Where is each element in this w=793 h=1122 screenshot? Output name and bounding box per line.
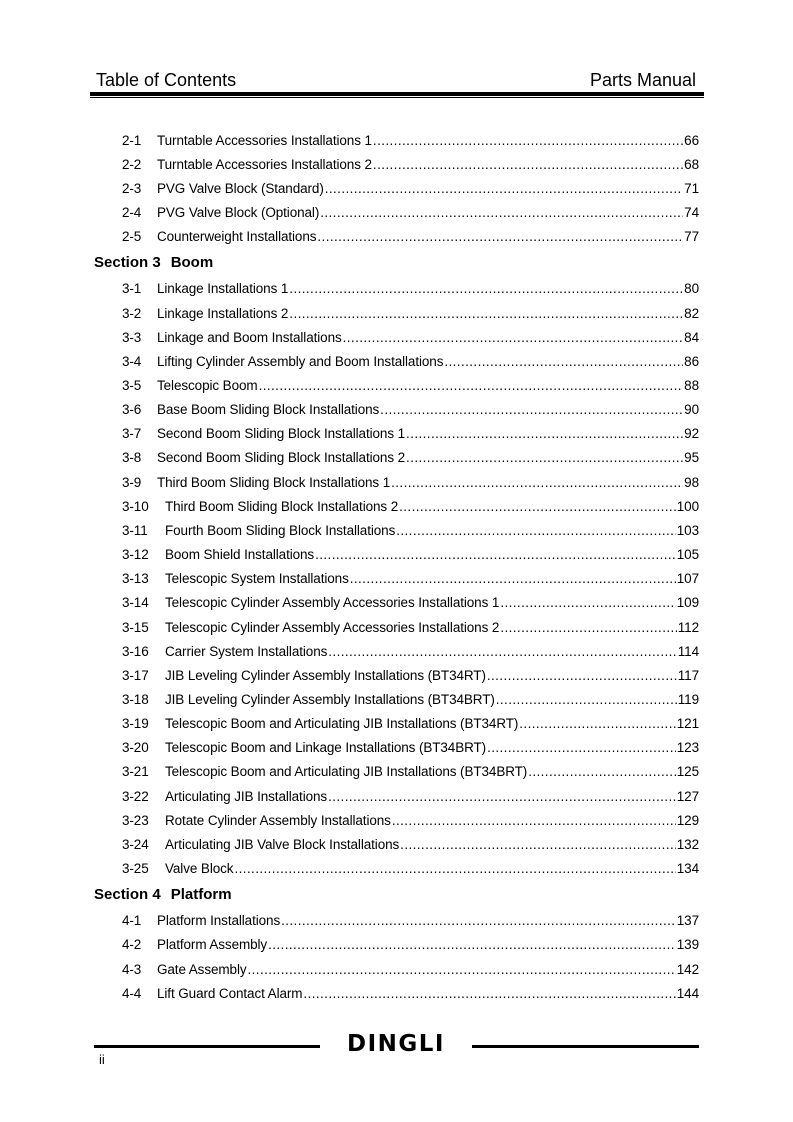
toc-leader-dots bbox=[487, 740, 676, 755]
toc-entry-page: 77 bbox=[684, 229, 699, 245]
toc-leader-dots bbox=[315, 547, 676, 562]
toc-leader-dots bbox=[400, 837, 676, 852]
toc-entry-number: 2-1 bbox=[122, 132, 142, 148]
toc-leader-dots bbox=[406, 450, 683, 465]
header-rule-thin bbox=[90, 97, 704, 98]
toc-entry-page: 119 bbox=[677, 691, 699, 707]
toc-entry-title: JIB Leveling Cylinder Assembly Installations (BT34RT) bbox=[165, 667, 486, 683]
toc-entry[interactable] bbox=[122, 225, 699, 249]
toc-entry-number: 3-10 bbox=[122, 498, 149, 514]
footer-line-right bbox=[472, 1045, 699, 1048]
toc-entry-number: 3-7 bbox=[122, 426, 142, 442]
toc-leader-dots bbox=[406, 426, 683, 441]
toc-entry-page: 103 bbox=[676, 522, 699, 538]
toc-entry-page: 82 bbox=[684, 305, 699, 321]
toc-entry-number: 3-2 bbox=[122, 305, 142, 321]
toc-entry-number: 3-16 bbox=[122, 643, 149, 659]
header-left-title: Table of Contents bbox=[96, 70, 237, 90]
toc-entry-title: Linkage and Boom Installations bbox=[157, 329, 342, 345]
toc-entry-number: 2-2 bbox=[122, 156, 142, 172]
toc-entry-number: 3-20 bbox=[122, 740, 149, 756]
toc-entry-page: 100 bbox=[676, 498, 699, 514]
dingli-logo: DINGLI bbox=[347, 1031, 445, 1057]
toc-entry-number: 3-21 bbox=[122, 764, 149, 780]
toc-entry-number: 3-5 bbox=[122, 378, 142, 393]
toc-entry-page: 88 bbox=[684, 378, 699, 393]
toc-leader-dots bbox=[373, 133, 683, 148]
toc-entry-title: Linkage Installations 1 bbox=[157, 281, 289, 297]
toc-entry-title: Second Boom Sliding Block Installations 1 bbox=[157, 426, 406, 442]
toc-entry-title: Gate Assembly bbox=[157, 961, 247, 977]
toc-entry[interactable] bbox=[122, 784, 699, 808]
toc-entry-title: Carrier System Installations bbox=[165, 643, 328, 659]
toc-entry[interactable] bbox=[122, 422, 699, 446]
toc-leader-dots bbox=[234, 861, 675, 876]
toc-entry-number: 4-1 bbox=[122, 913, 142, 929]
toc-entry[interactable] bbox=[122, 374, 699, 398]
toc-entry-number: 3-15 bbox=[122, 619, 149, 635]
toc-leader-dots bbox=[343, 330, 684, 345]
toc-leader-dots bbox=[391, 475, 683, 490]
toc-entry-number: 3-12 bbox=[122, 547, 149, 563]
toc-entry[interactable] bbox=[122, 663, 699, 687]
toc-entry[interactable] bbox=[122, 518, 699, 542]
toc-entry[interactable] bbox=[122, 301, 699, 325]
toc-entry[interactable] bbox=[122, 639, 699, 663]
toc-entry-number: 3-1 bbox=[122, 281, 142, 297]
toc-leader-dots bbox=[248, 962, 676, 977]
toc-entry-page: 107 bbox=[676, 571, 699, 587]
toc-entry-title: Platform Assembly bbox=[157, 937, 268, 953]
toc-leader-dots bbox=[320, 205, 683, 220]
toc-entry-number: 3-9 bbox=[122, 474, 142, 490]
toc-entry-title: Base Boom Sliding Block Installations bbox=[157, 402, 380, 418]
toc-entry[interactable] bbox=[122, 152, 699, 176]
toc-entry-title: Telescopic Boom and Articulating JIB Installations (BT34RT) bbox=[165, 716, 519, 732]
toc-entry[interactable] bbox=[122, 128, 699, 152]
toc-entry-title: Telescopic Boom bbox=[157, 378, 258, 393]
toc-entry-title: Telescopic Cylinder Assembly Accessories Installations 2 bbox=[165, 619, 500, 635]
toc-leader-dots bbox=[325, 181, 683, 196]
toc-entry[interactable] bbox=[122, 176, 699, 200]
toc-entry-page: 127 bbox=[676, 788, 699, 804]
toc-entry-title: Boom Shield Installations bbox=[165, 547, 315, 563]
toc-entry-title: Second Boom Sliding Block Installations 2 bbox=[157, 450, 406, 466]
toc-leader-dots bbox=[519, 716, 675, 731]
toc-leader-dots bbox=[444, 354, 683, 369]
toc-entry-page: 74 bbox=[684, 204, 699, 220]
toc-entry-page: 142 bbox=[676, 961, 699, 977]
toc-entry-page: 132 bbox=[676, 836, 699, 852]
toc-entry-number: 3-11 bbox=[122, 522, 148, 538]
toc-entry[interactable] bbox=[122, 470, 699, 494]
toc-entry-title: Telescopic Cylinder Assembly Accessories Installations 1 bbox=[165, 595, 500, 611]
toc-entry-page: 105 bbox=[676, 547, 699, 563]
toc-entry-page: 114 bbox=[677, 643, 699, 659]
toc-entry-page: 123 bbox=[676, 740, 699, 756]
toc-entry[interactable] bbox=[122, 909, 699, 933]
toc-entry-title: Articulating JIB Installations bbox=[165, 788, 328, 804]
toc-entry-page: 121 bbox=[676, 716, 699, 732]
toc-entry-number: 2-3 bbox=[122, 180, 142, 196]
toc-entry-title: Valve Block bbox=[165, 861, 234, 876]
toc-entry-page: 71 bbox=[684, 180, 699, 196]
toc-entry[interactable] bbox=[122, 446, 699, 470]
toc-entry-page: 125 bbox=[676, 764, 699, 780]
toc-entry-page: 144 bbox=[676, 985, 699, 1001]
toc-leader-dots bbox=[350, 571, 676, 586]
toc-entry[interactable] bbox=[122, 277, 699, 301]
toc-entry-title: Third Boom Sliding Block Installations 1 bbox=[157, 474, 391, 490]
toc-leader-dots bbox=[328, 789, 676, 804]
toc-entry-page: 68 bbox=[684, 156, 699, 172]
toc-leader-dots bbox=[500, 595, 675, 610]
toc-entry[interactable] bbox=[122, 736, 699, 760]
toc-entry-title: Linkage Installations 2 bbox=[157, 305, 289, 321]
toc-entry-number: 3-18 bbox=[122, 691, 149, 707]
toc-entry-title: PVG Valve Block (Standard) bbox=[157, 180, 324, 196]
toc-entry[interactable] bbox=[122, 325, 699, 349]
toc-entry-title: Lift Guard Contact Alarm bbox=[157, 985, 303, 1001]
toc-entry[interactable] bbox=[122, 957, 699, 981]
toc-leader-dots bbox=[317, 229, 683, 244]
header-right-title: Parts Manual bbox=[589, 70, 696, 90]
toc-entry[interactable] bbox=[122, 808, 699, 832]
toc-entry-page: 84 bbox=[684, 329, 699, 345]
toc-entry-title: Turntable Accessories Installations 1 bbox=[157, 132, 372, 148]
toc-entry-number: 3-8 bbox=[122, 450, 142, 466]
toc-entry-number: 3-3 bbox=[122, 329, 142, 345]
toc-leader-dots bbox=[289, 306, 683, 321]
toc-entry-page: 66 bbox=[684, 132, 699, 148]
toc-entry[interactable] bbox=[122, 591, 699, 615]
toc-entry-title: Telescopic System Installations bbox=[165, 571, 349, 587]
toc-entry-number: 3-23 bbox=[122, 812, 149, 828]
toc-entry-page: 95 bbox=[684, 450, 699, 466]
toc-entry[interactable] bbox=[122, 832, 699, 856]
toc-leader-dots bbox=[303, 986, 675, 1001]
toc-entry-number: 3-17 bbox=[122, 667, 149, 683]
toc-leader-dots bbox=[396, 523, 676, 538]
toc-leader-dots bbox=[259, 378, 684, 393]
toc-entry[interactable] bbox=[122, 712, 699, 736]
toc-entry-number: 3-24 bbox=[122, 836, 149, 852]
toc-entry[interactable] bbox=[122, 933, 699, 957]
toc-leader-dots bbox=[500, 620, 676, 635]
toc-entry-number: 4-4 bbox=[122, 985, 142, 1001]
toc-entry-page: 129 bbox=[676, 812, 699, 828]
toc-entry-page: 86 bbox=[684, 353, 699, 369]
toc-entry[interactable] bbox=[122, 398, 699, 422]
toc-entry[interactable] bbox=[122, 200, 699, 224]
toc-leader-dots bbox=[528, 764, 676, 779]
toc-entry-page: 90 bbox=[684, 402, 699, 418]
toc-leader-dots bbox=[392, 813, 676, 828]
section-heading bbox=[94, 250, 213, 274]
toc-entry-title: Rotate Cylinder Assembly Installations bbox=[165, 812, 391, 828]
toc-entry-page: 137 bbox=[676, 913, 699, 929]
toc-leader-dots bbox=[373, 157, 683, 172]
toc-entry-number: 3-6 bbox=[122, 402, 142, 418]
toc-leader-dots bbox=[289, 281, 683, 296]
toc-leader-dots bbox=[268, 937, 676, 952]
toc-entry-page: 98 bbox=[684, 474, 699, 490]
toc-entry-title: Counterweight Installations bbox=[157, 229, 317, 245]
toc-entry-number: 3-19 bbox=[122, 716, 149, 732]
toc-entry-title: Lifting Cylinder Assembly and Boom Installations bbox=[157, 353, 444, 369]
toc-entry[interactable] bbox=[122, 567, 699, 591]
toc-entry-number: 3-13 bbox=[122, 571, 149, 587]
toc-leader-dots bbox=[328, 644, 677, 659]
toc-leader-dots bbox=[399, 499, 676, 514]
toc-entry-number: 2-5 bbox=[122, 229, 142, 245]
toc-entry-title: Platform Installations bbox=[157, 913, 281, 929]
toc-entry[interactable] bbox=[122, 760, 699, 784]
toc-entry-title: Turntable Accessories Installations 2 bbox=[157, 156, 372, 172]
toc-entry-title: Telescopic Boom and Articulating JIB Installations (BT34BRT) bbox=[165, 764, 528, 780]
toc-entry-number: 4-3 bbox=[122, 961, 142, 977]
toc-entry-title: JIB Leveling Cylinder Assembly Installations (BT34BRT) bbox=[165, 691, 495, 707]
toc-entry-number: 3-4 bbox=[122, 353, 142, 369]
toc-leader-dots bbox=[281, 913, 676, 928]
toc-entry-title: Articulating JIB Valve Block Installations bbox=[165, 836, 400, 852]
toc-entry[interactable] bbox=[122, 494, 699, 518]
toc-entry-number: 2-4 bbox=[122, 204, 142, 220]
toc-entry-number: 4-2 bbox=[122, 937, 142, 953]
toc-entry-page: 109 bbox=[676, 595, 699, 611]
toc-entry-title: Telescopic Boom and Linkage Installations (BT34BRT) bbox=[165, 740, 487, 756]
header-rule bbox=[90, 92, 704, 96]
section-name: Platform bbox=[170, 885, 232, 903]
toc-entry[interactable] bbox=[122, 349, 699, 373]
page-number: ii bbox=[99, 1052, 105, 1067]
toc-entry-page: 139 bbox=[676, 937, 699, 953]
toc-leader-dots bbox=[380, 402, 683, 417]
toc-entry-number: 3-14 bbox=[122, 595, 149, 611]
toc-entry[interactable] bbox=[122, 687, 699, 711]
toc-leader-dots bbox=[496, 692, 677, 707]
toc-entry-title: PVG Valve Block (Optional) bbox=[157, 204, 320, 220]
section-heading bbox=[94, 882, 232, 906]
toc-entry-number: 3-22 bbox=[122, 788, 149, 804]
section-label: Section 4 bbox=[94, 885, 161, 903]
toc-leader-dots bbox=[487, 668, 677, 683]
toc-entry[interactable] bbox=[122, 543, 699, 567]
toc-entry-page: 117 bbox=[677, 667, 699, 683]
toc-entry-page: 92 bbox=[684, 426, 699, 442]
footer-line-left bbox=[94, 1045, 320, 1048]
toc-entry-number: 3-25 bbox=[122, 861, 149, 876]
toc-entry-title: Fourth Boom Sliding Block Installations bbox=[165, 522, 396, 538]
toc-entry[interactable] bbox=[122, 981, 699, 1005]
toc-entry-page: 134 bbox=[676, 861, 699, 876]
toc-entry-page: 80 bbox=[684, 281, 699, 297]
toc-entry[interactable] bbox=[122, 857, 699, 881]
toc-entry-title: Third Boom Sliding Block Installations 2 bbox=[165, 498, 399, 514]
section-label: Section 3 bbox=[94, 253, 161, 271]
toc-entry-page: 112 bbox=[677, 619, 699, 635]
section-name: Boom bbox=[170, 253, 214, 271]
toc-entry[interactable] bbox=[122, 615, 699, 639]
